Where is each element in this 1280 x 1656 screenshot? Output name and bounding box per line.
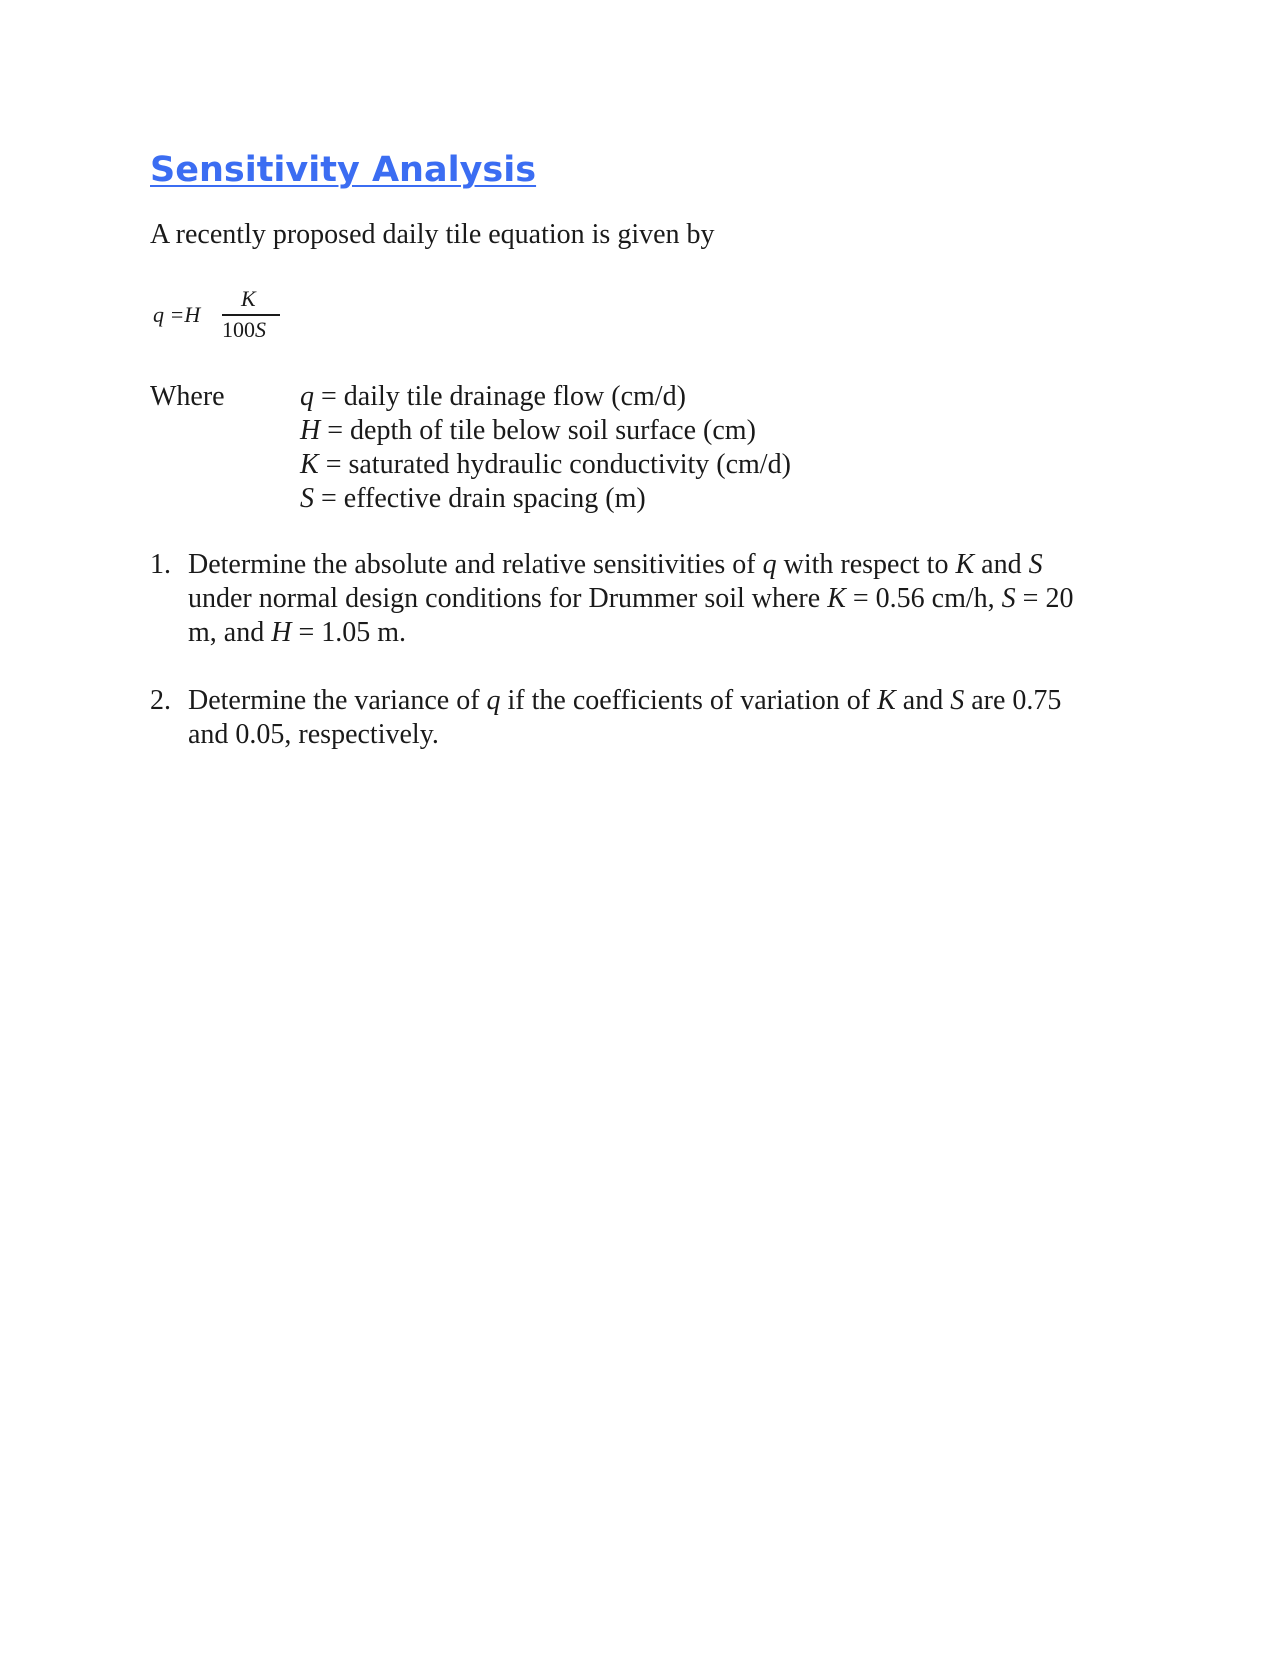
question-number: 2.	[150, 685, 171, 716]
definition-symbol: S	[300, 483, 314, 514]
definition-text: = saturated hydraulic conductivity (cm/d)	[318, 449, 791, 480]
fraction-bar	[222, 314, 280, 316]
question-text: m, and	[188, 617, 272, 648]
question-text: under normal design conditions for Drummer soil where	[188, 583, 828, 614]
question-text: = 1.05 m.	[291, 617, 407, 648]
definition-text: = depth of tile below soil surface (cm)	[320, 415, 756, 446]
variable-symbol: S	[950, 685, 965, 716]
intro-paragraph: A recently proposed daily tile equation is given by	[150, 219, 715, 250]
question-text: = 20	[1015, 583, 1074, 614]
question-text: and 0.05, respectively.	[188, 719, 439, 750]
question-text-line	[188, 718, 1130, 752]
question-text: and	[895, 685, 951, 716]
variable-symbol: K	[877, 685, 896, 716]
variable-symbol: q	[762, 549, 777, 580]
equation-numerator: K	[241, 286, 256, 311]
question-text: if the coefficients of variation of	[500, 685, 878, 716]
question-text-line	[188, 684, 1130, 718]
definition-symbol: H	[300, 415, 321, 446]
variable-symbol: K	[827, 583, 846, 614]
question-text: Determine the variance of	[188, 685, 487, 716]
question-text-line	[188, 548, 1130, 582]
where-label: Where	[150, 381, 225, 412]
question-text: and	[974, 549, 1029, 580]
definition-item	[300, 482, 791, 516]
variable-symbol: S	[1028, 549, 1043, 580]
definition-list	[300, 380, 791, 516]
variable-symbol: q	[486, 685, 501, 716]
question-text: with respect to	[776, 549, 956, 580]
question-item	[150, 684, 1130, 752]
question-text: are 0.75	[964, 685, 1062, 716]
definition-item	[300, 448, 791, 482]
variable-symbol: K	[955, 549, 975, 580]
variable-symbol: S	[1001, 583, 1016, 614]
question-number: 1.	[150, 549, 171, 580]
document-title: Sensitivity Analysis	[150, 150, 537, 190]
question-item	[150, 548, 1130, 650]
question-list	[150, 548, 1130, 786]
denominator-variable: S	[255, 317, 266, 342]
definition-symbol: q	[300, 381, 314, 412]
equation-lhs: q =H	[153, 302, 201, 327]
question-text: Determine the absolute and relative sensitivities of	[188, 549, 763, 580]
definition-text: = effective drain spacing (m)	[314, 483, 646, 514]
question-text-line	[188, 582, 1130, 616]
definition-text: = daily tile drainage flow (cm/d)	[314, 381, 686, 412]
definition-symbol: K	[300, 449, 319, 480]
definition-item	[300, 380, 791, 414]
variable-symbol: H	[271, 617, 292, 648]
question-text: = 0.56 cm/h,	[845, 583, 1002, 614]
question-text-line	[188, 616, 1130, 650]
denominator-number: 100	[222, 317, 255, 342]
definition-item	[300, 414, 791, 448]
equation-denominator	[222, 317, 266, 343]
